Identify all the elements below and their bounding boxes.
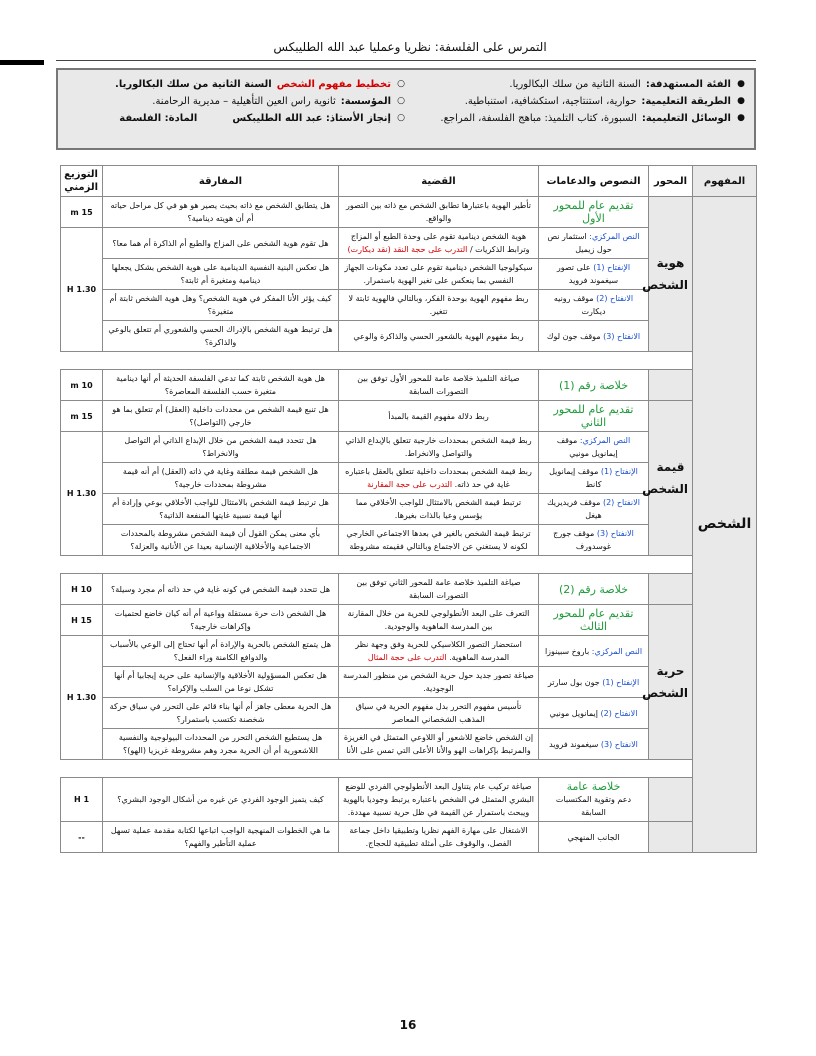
table-row: [61, 197, 757, 228]
axis-3-intro-issue: التعرف على البعد الأنطولوجي للحرية من خلال المقارنة بين المدرسة الماهوية والوجودية.: [339, 605, 539, 636]
table-row: [61, 401, 757, 432]
info-plan-title: ○ تخطيط مفهوم الشخص السنة الثانية من سلك البكالوريا.: [66, 76, 406, 93]
axis-3-text-1: النص المركزي: باروخ سبينوزا: [539, 636, 649, 667]
axis-3-paradox-3: هل الحرية معطى جاهز أم أنها بناء قائم على التحرر في سياق حركة شخصنة تكتسب باستمرار؟: [103, 698, 339, 729]
axis-1-text-1: النص المركزي: استثمار نص حول زيميل: [539, 228, 649, 259]
axis-1-text-3: الانفتاح (2) موقف رونيه ديكارت: [539, 290, 649, 321]
header-paradox: المفارقة: [103, 166, 339, 197]
table-row: [61, 605, 757, 636]
axis-2-summary-label: خلاصة رقم (2): [539, 574, 649, 605]
info-tools: ● الوسائل التعليمية: السبورة، كتاب التلميذ: مباهج الفلسفة، المراجع.: [416, 110, 746, 127]
axis-1-issue-1: هوية الشخص دينامية تقوم على وحدة الطبع أو المزاج وترابط الذكريات / التدرب على حجة النقد (نقد ديكارت): [339, 228, 539, 259]
table-row: [61, 778, 757, 822]
concept-cell: الشخص: [693, 197, 757, 853]
axis-3-intro-paradox: هل الشخص ذات حرة مستقلة وواعية أم أنه كيان خاضع لحتميات وإكراهات خارجية؟: [103, 605, 339, 636]
axis-2-intro-paradox: هل تنبع قيمة الشخص من محددات داخلية (العقل) أم تتعلق بما هو خارجي (التواصل)؟: [103, 401, 339, 432]
axis-2-summary-time: 10 H: [61, 574, 103, 605]
header-concept: المفهوم: [693, 166, 757, 197]
axis-2-text-3: الانفتاح (2) موقف فريديريك هيغل: [539, 494, 649, 525]
axis-2-issue-3: ترتبط قيمة الشخص بالامتثال للواجب الأخلاقي مما يؤسس وعيا بالذات بغيرها.: [339, 494, 539, 525]
page-header-title: التمرس على الفلسفة: نظريا وعمليا عبد الله الطليبكس: [273, 40, 547, 54]
circle-bullet-icon: ○: [397, 113, 405, 123]
info-author: ○ إنجاز الأستاذ: عبد الله الطليبكس المادة: الفلسفة: [66, 110, 406, 127]
spacer-row: [61, 760, 757, 778]
axis-1-intro-issue: تأطير الهوية باعتبارها تطابق الشخص مع ذاته بين التصور والواقع.: [339, 197, 539, 228]
info-method: ● الطريقة التعليمية: حوارية، استنتاجية، استكشافية، استنباطية.: [416, 93, 746, 110]
header-time: التوزيع الزمني: [61, 166, 103, 197]
axis-1-summary-time: 10 m: [61, 370, 103, 401]
general-summary-issue: صياغة تركيب عام يتناول البعد الأنطولوجي الفردي للوضع البشري المتمثل في الشخص باعتباره يرتبط وجوديا بالهوية ويبحث باستمرار عن القيمة في ظل حرية نسبية مهددة.: [339, 778, 539, 822]
axis-2-time: 1.30 H: [61, 432, 103, 556]
axis-2-issue-2: ربط قيمة الشخص بمحددات داخلية تتعلق بالعقل باعتباره غاية في حد ذاته. التدرب على حجة المقارنة: [339, 463, 539, 494]
axis-2-summary-issue: صياغة التلميذ خلاصة عامة للمحور الثاني توفق بين التصورات السابقة: [339, 574, 539, 605]
axis-2-intro-issue: ربط دلالة مفهوم القيمة بالمبدأ: [339, 401, 539, 432]
header-divider: [56, 60, 756, 61]
axis-3-issue-2: صياغة تصور جديد حول حرية الشخص من منظور المدرسة الوجودية.: [339, 667, 539, 698]
axis-3-paradox-2: هل تعكس المسؤولية الأخلاقية والإنسانية على حرية إيجابيا أم أنها تشكل نوعا من السلب والإكراه؟: [103, 667, 339, 698]
general-summary-cell: [539, 778, 649, 822]
axis-2-intro-time: 15 m: [61, 401, 103, 432]
axis-1-paradox-3: كيف يؤثر الأنا المفكر في هوية الشخص؟ وهل هوية الشخص ثابتة أم متغيرة؟: [103, 290, 339, 321]
axis-3-time: 1.30 H: [61, 636, 103, 760]
axis-3-text-2: الإنفتاح (1) جون بول سارتر: [539, 667, 649, 698]
axis-3-text-3: الانفتاح (2) إيمانويل مونيي: [539, 698, 649, 729]
axis-3-paradox-4: هل يستطيع الشخص التحرر من المحددات البيولوجية والنفسية اللاشعورية أم أن الحرية مجرد وهم مشروطة غريزيا (الهو)؟: [103, 729, 339, 760]
axis-1-issue-3: ربط مفهوم الهوية بوحدة الفكر، وبالتالي فالهوية ثابتة لا تتغير.: [339, 290, 539, 321]
axis-1-intro-time: 15 m: [61, 197, 103, 228]
axis-1-paradox-2: هل تعكس البنية النفسية الدينامية على هوية الشخص بشكل يجعلها دينامية ومتغيرة أم ثابتة؟: [103, 259, 339, 290]
bullet-icon: ●: [737, 113, 745, 123]
axis-2-text-2: الإنفتاح (1) موقف إيمانويل كانط: [539, 463, 649, 494]
axis-1-summary-issue: صياغة التلميذ خلاصة عامة للمحور الأول توفق بين التصورات السابقة: [339, 370, 539, 401]
axis-1-intro-label: تقديم عام للمحور الأول: [539, 197, 649, 228]
method-paradox: ما هي الخطوات المنهجية الواجب اتباعها لكتابة مقدمة عملية تسهل عملية التأطير والفهم؟: [103, 822, 339, 853]
general-summary-sublabel: دعم وتقوية المكتسبات السابقة: [555, 795, 632, 817]
axis-1-name: هوية الشخص: [649, 197, 693, 352]
lesson-plan-table: [60, 165, 757, 853]
circle-bullet-icon: ○: [397, 96, 405, 106]
axis-2-intro-label: تقديم عام للمحور الثاني: [539, 401, 649, 432]
bullet-icon: ●: [737, 96, 745, 106]
axis-3-name: حرية الشخص: [649, 605, 693, 760]
general-summary-paradox: كيف يتميز الوجود الفردي عن غيره من أشكال الوجود البشري؟: [103, 778, 339, 822]
table-header-row: [61, 166, 757, 197]
axis-1-summary-label: خلاصة رقم (1): [539, 370, 649, 401]
axis-2-text-1: النص المركزي: موقف إيمانويل مونيي: [539, 432, 649, 463]
header-black-rule: [0, 60, 44, 65]
method-label: الجانب المنهجي: [539, 822, 649, 853]
axis-1-text-4: الانفتاح (3) موقف جون لوك: [539, 321, 649, 352]
general-summary-label: خلاصة عامة: [566, 780, 621, 793]
table-row: [61, 822, 757, 853]
header-issue: القضية: [339, 166, 539, 197]
axis-2-issue-1: ربط قيمة الشخص بمحددات خارجية تتعلق بالإبداع الذاتي والتواصل والانخراط.: [339, 432, 539, 463]
info-right-column: [416, 76, 746, 127]
bullet-icon: ●: [737, 79, 745, 89]
axis-2-paradox-4: بأي معنى يمكن القول أن قيمة الشخص مشروطة بالمحددات الاجتماعية والأخلاقية الإنسانية بعيدا عن الأنانية والعزلة؟: [103, 525, 339, 556]
circle-bullet-icon: ○: [397, 79, 405, 89]
general-summary-time: 1 H: [61, 778, 103, 822]
axis-2-issue-4: ترتبط قيمة الشخص بالغير في بعدها الاجتماعي الخارجي لكونه لا يستغني عن الاجتماع وبالتالي فقيمته مشروطة: [339, 525, 539, 556]
spacer-row: [61, 352, 757, 370]
axis-1-paradox-1: هل تقوم هوية الشخص على المزاج والطبع أم الذاكرة أم هما معا؟: [103, 228, 339, 259]
method-issue: الاشتغال على مهارة الفهم نظريا وتطبيقيا داخل جماعة الفصل، والوقوف على أمثلة تطبيقية للحجاج.: [339, 822, 539, 853]
axis-1-time: 1.30 H: [61, 228, 103, 352]
axis-1-intro-paradox: هل يتطابق الشخص مع ذاته بحيث يصير هو هو في كل مراحل حياته أم أن هويته دينامية؟: [103, 197, 339, 228]
header-axis: المحور: [649, 166, 693, 197]
method-time: --: [61, 822, 103, 853]
axis-2-name: قيمة الشخص: [649, 401, 693, 556]
axis-2-paradox-1: هل تتحدد قيمة الشخص من خلال الإبداع الذاتي أم التواصل والانخراط؟: [103, 432, 339, 463]
axis-1-text-2: الإنفتاح (1) على تصور سيغموند فرويد: [539, 259, 649, 290]
axis-2-paradox-2: هل الشخص قيمة مطلقة وغاية في ذاته (العقل) أم أنه قيمة مشروطة بمحددات خارجية؟: [103, 463, 339, 494]
axis-3-intro-time: 15 H: [61, 605, 103, 636]
info-target-group: ● الفئة المستهدفة: السنة الثانية من سلك البكالوريا.: [416, 76, 746, 93]
table-row: [61, 370, 757, 401]
axis-2-paradox-3: هل ترتبط قيمة الشخص بالامتثال للواجب الأخلاقي بوعي وإرادة أم أنها قيمة نسبية غايتها المنفعة الذاتية؟: [103, 494, 339, 525]
axis-3-paradox-1: هل يتمتع الشخص بالحرية والإرادة أم أنها تحتاج إلى الوعي بالأسباب والدوافع الكامنة وراء الفعل؟: [103, 636, 339, 667]
axis-1-issue-4: ربط مفهوم الهوية بالشعور الحسي والذاكرة والوعي: [339, 321, 539, 352]
axis-2-text-4: الانفتاح (3) موقف جورج غوسدورف: [539, 525, 649, 556]
info-institution: ○ المؤسسة: ثانوية راس العين التأهيلية – مديرية الرحامنة.: [66, 93, 406, 110]
axis-2-summary-paradox: هل تتحدد قيمة الشخص في كونه غاية في حد ذاته أم مجرد وسيلة؟: [103, 574, 339, 605]
axis-1-paradox-4: هل ترتبط هوية الشخص بالإدراك الحسي والشعوري أم تتعلق بالوعي والذاكرة؟: [103, 321, 339, 352]
axis-3-intro-label: تقديم عام للمحور الثالث: [539, 605, 649, 636]
header-texts: النصوص والدعامات: [539, 166, 649, 197]
axis-1-summary-paradox: هل هوية الشخص ثابتة كما تدعي الفلسفة الحديثة أم أنها دينامية متغيرة حسب الفلسفة المعاصرة؟: [103, 370, 339, 401]
page-number: 16: [399, 1018, 417, 1032]
axis-3-issue-4: إن الشخص خاضع للاشعور أو اللاوعي المتمثل في الغريزة والمرتبط بإكراهات الهو والأنا الأعلى التي تمس على الأنا: [339, 729, 539, 760]
spacer-row: [61, 556, 757, 574]
info-box: [56, 68, 756, 150]
axis-3-issue-1: استحضار التصور الكلاسيكي للحرية وفق وجهة نظر المدرسة الماهوية. التدرب على حجة المثال: [339, 636, 539, 667]
info-left-column: [66, 76, 406, 127]
axis-3-issue-3: تأسيس مفهوم التحرر بدل مفهوم الحرية في سياق المذهب الشخصاني المعاصر: [339, 698, 539, 729]
axis-3-text-4: الانفتاح (3) سيغموند فرويد: [539, 729, 649, 760]
table-row: [61, 574, 757, 605]
axis-1-issue-2: سيكولوجيا الشخص دينامية تقوم على تعدد مكونات الجهاز النفسي بما ينعكس على تغير الهوية باستمرار.: [339, 259, 539, 290]
